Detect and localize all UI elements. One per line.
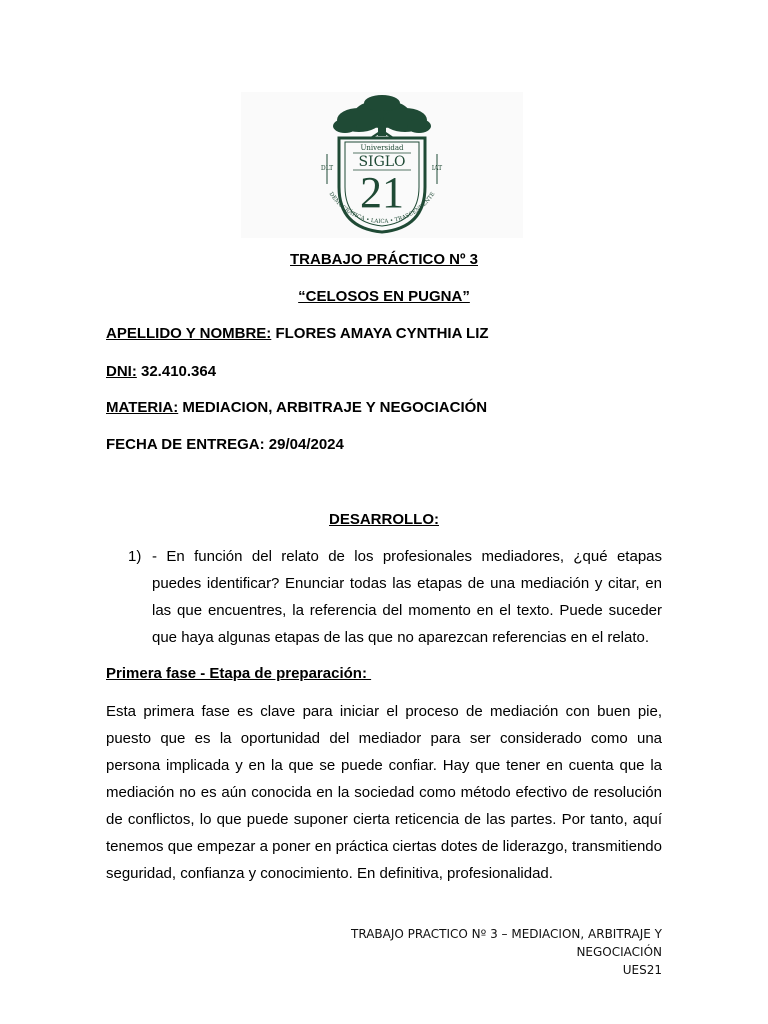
name-line — [106, 325, 662, 342]
dni-line — [106, 363, 662, 380]
subject-value: MEDIACION, ARBITRAJE Y NEGOCIACIÓN — [178, 399, 488, 416]
logo-motto: DEMOCRÁTICA • LAICA • TRASCENDENTE — [327, 191, 437, 225]
logo-top-text: Universidad — [360, 144, 404, 152]
dni-value: 32.410.364 — [136, 363, 217, 380]
subject-label: MATERIA: — [106, 399, 179, 416]
document-subtitle: “CELOSOS EN PUGNA” — [298, 288, 470, 305]
logo-emblem-icon — [241, 92, 523, 238]
logo-right-side: IAT — [431, 165, 443, 172]
phase-title: Primera fase - Etapa de preparación: — [106, 665, 372, 682]
footer-line-1: TRABAJO PRACTICO Nº 3 – MEDIACION, ARBITRAJE Y NEGOCIACIÓN — [351, 927, 662, 959]
tree-icon — [333, 95, 431, 138]
logo-number: 21 — [360, 168, 404, 217]
subject-line — [106, 399, 662, 416]
logo-left-side: DLT — [320, 165, 334, 172]
name-value: FLORES AMAYA CYNTHIA LIZ — [271, 325, 489, 342]
university-logo — [241, 92, 523, 238]
footer-line-2: UES21 — [622, 963, 662, 977]
body-paragraph: Esta primera fase es clave para iniciar el proceso de mediación con buen pie, puesto que es la oportunidad del mediador para ser considerado como una persona implicada y en la que se puede confiar. Hay que tener en cuenta que la mediación no es aún conocida en la sociedad como método efectivo de resolución de conflictos, lo que puede suponer cierta reticencia de las partes. Por tanto, aquí tenemos que empezar a poner en práctica ciertas dotes de liderazgo, transmitiendo seguridad, confianza y conocimiento. En definitiva, profesionalidad. — [106, 703, 662, 882]
name-label: APELLIDO Y NOMBRE: — [106, 325, 272, 342]
dni-label: DNI: — [106, 363, 137, 380]
delivery-date: FECHA DE ENTREGA: 29/04/2024 — [106, 436, 344, 453]
page-footer — [262, 925, 662, 979]
question-text: - En función del relato de los profesionales mediadores, ¿qué etapas puedes identificar? Enunciar todas las etapas de una mediación y citar, en las que encuentres, la referencia del momento en el texto. Puede suceder que haya algunas etapas de las que no aparezcan referencias en el relato. — [152, 548, 662, 646]
logo-name: SIGLO — [358, 154, 406, 170]
question-number: 1) — [128, 548, 142, 565]
section-heading: DESARROLLO: — [329, 511, 439, 528]
document-title: TRABAJO PRÁCTICO Nº 3 — [290, 251, 478, 268]
